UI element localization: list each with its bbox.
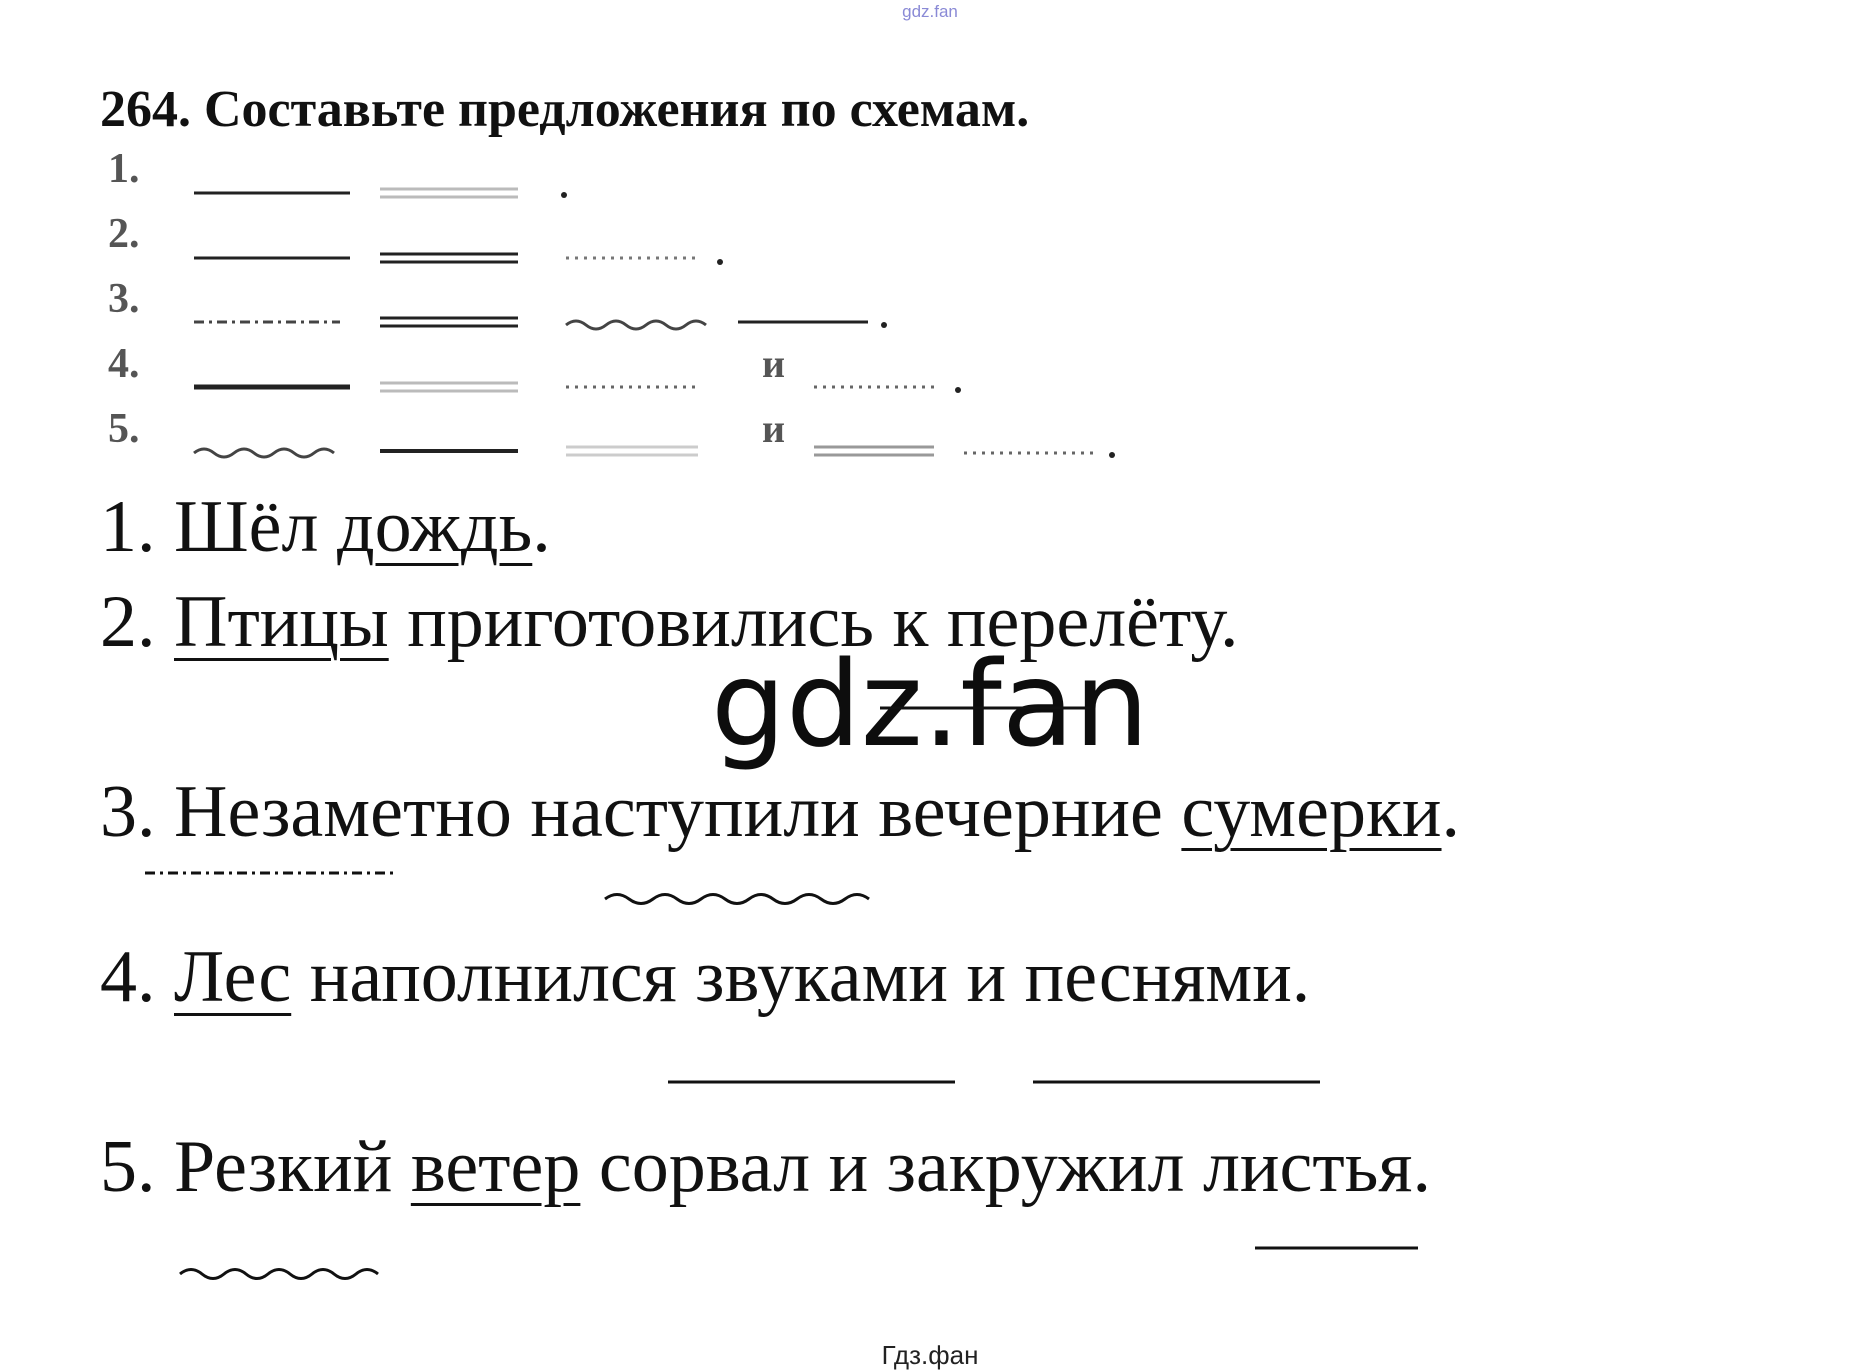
sentence-rest: наполнился звуками и песнями. bbox=[309, 936, 1311, 1018]
answer-number: 5. bbox=[100, 1126, 156, 1208]
subject-word: ветер bbox=[410, 1126, 581, 1208]
scheme-number: 3. bbox=[108, 276, 140, 322]
answer-number: 2. bbox=[100, 581, 156, 663]
sentence-punctuation: . bbox=[532, 486, 551, 568]
scheme-number: 2. bbox=[108, 211, 140, 257]
scheme-number: 5. bbox=[108, 406, 140, 452]
answer-number: 1. bbox=[100, 486, 156, 568]
subject-word: Лес bbox=[174, 936, 292, 1018]
sentence-word: Шёл bbox=[174, 486, 319, 568]
watermark-top: gdz.fan bbox=[902, 2, 958, 21]
answer-number: 3. bbox=[100, 771, 156, 853]
sentence-rest: сорвал и закружил листья. bbox=[598, 1126, 1431, 1208]
scheme-number: 1. bbox=[108, 146, 140, 192]
sentence-rest: приготовились к перелёту. bbox=[407, 581, 1239, 663]
subject-word: Птицы bbox=[174, 581, 389, 663]
task-title: 264. Составьте предложения по схемам. bbox=[100, 81, 1030, 138]
subject-word: дождь bbox=[336, 486, 533, 568]
watermark-center: gdz.fan bbox=[711, 635, 1149, 773]
sentence-punctuation: . bbox=[1441, 771, 1461, 853]
sentence-word: Резкий bbox=[174, 1126, 393, 1208]
scheme-number: 4. bbox=[108, 341, 140, 387]
attribute-mark bbox=[180, 1270, 378, 1279]
scheme-conjunction: и bbox=[762, 341, 786, 386]
attribute-mark bbox=[605, 895, 869, 904]
answer-number: 4. bbox=[100, 936, 156, 1018]
subject-word: сумерки bbox=[1181, 771, 1442, 853]
sentence-words: Незаметно наступили вечерние bbox=[174, 771, 1163, 853]
scheme-conjunction: и bbox=[762, 406, 786, 451]
footer-text: Гдз.фан bbox=[881, 1340, 979, 1370]
